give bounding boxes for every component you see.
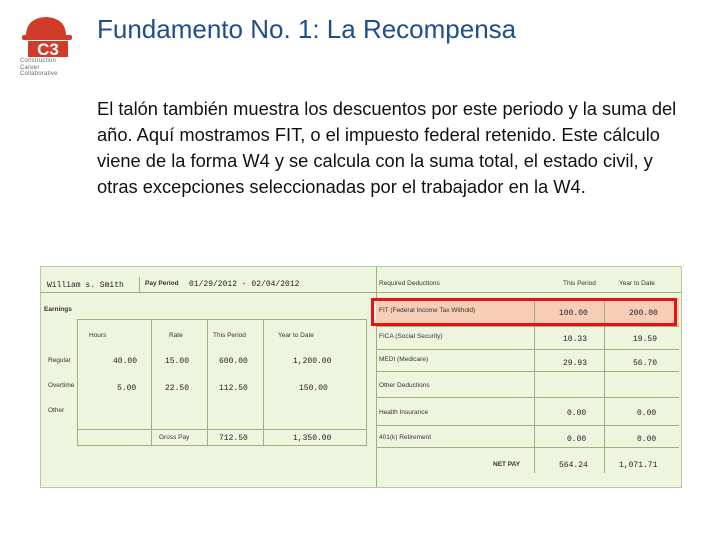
net-pay-label: NET PAY xyxy=(493,461,521,468)
row-hours: 40.00 xyxy=(113,357,138,366)
fit-callout-box xyxy=(371,298,677,326)
row-label: Regular xyxy=(48,357,71,364)
row-ytd: 1,200.00 xyxy=(293,357,332,366)
deduction-this: 100.00 xyxy=(559,309,588,318)
deduction-ytd: 56.70 xyxy=(633,359,658,368)
logo-line: Collaborative xyxy=(20,71,58,78)
row-rate: 15.00 xyxy=(165,357,190,366)
deduction-label: MEDI (Medicare) xyxy=(379,356,429,363)
deduction-label: FIT (Federal Income Tax Withold) xyxy=(379,307,476,314)
row-rate: 22.50 xyxy=(165,384,190,393)
logo-wordmark xyxy=(20,58,80,78)
row-label: Overtime xyxy=(48,382,75,389)
deduction-this: 0.00 xyxy=(567,409,587,418)
deduction-ytd: 200.00 xyxy=(629,309,658,318)
row-this-period: 600.00 xyxy=(219,357,248,366)
gross-pay-label: Gross Pay xyxy=(159,434,190,441)
hardhat-logo-icon xyxy=(20,12,76,58)
logo-line: Construction xyxy=(20,58,57,64)
deduction-ytd: 0.00 xyxy=(637,409,657,418)
col-ytd: Year to Date xyxy=(278,332,314,339)
row-this-period: 112.50 xyxy=(219,384,248,393)
row-ytd: 150.00 xyxy=(299,384,328,393)
col-this-period: This Period xyxy=(213,332,246,339)
col-hours: Hours xyxy=(89,332,107,339)
slide-paragraph: El talón también muestra los descuentos por este periodo y la suma del año. Aquí mostramos FIT, o el impuesto federal retenido. Este cálculo viene de la forma W4 y se calcula con la suma total, el estado civil, y otras excepciones seleccionadas por el trabajador en la W4. xyxy=(97,98,677,197)
deductions-header: Required Deductions xyxy=(379,280,440,287)
deduction-label: 401(k) Retirement xyxy=(379,434,432,441)
deduction-ytd: 0.00 xyxy=(637,435,657,444)
row-hours: 5.00 xyxy=(117,384,137,393)
slide-title: Fundamento No. 1: La Recompensa xyxy=(97,14,517,44)
deduction-this: 0.00 xyxy=(567,435,587,444)
deduction-label: FICA (Social Security) xyxy=(379,333,443,340)
logo-mark: C3 xyxy=(37,40,59,58)
row-label: Other xyxy=(48,407,65,414)
col-rate: Rate xyxy=(169,332,183,339)
pay-period-label: Pay Period xyxy=(145,280,179,287)
ded-col-ytd: Year to Date xyxy=(619,280,655,287)
deduction-this: 29.93 xyxy=(563,359,588,368)
gross-pay-ytd: 1,350.00 xyxy=(293,434,332,443)
logo-line: Career xyxy=(20,64,40,71)
pay-period-value: 01/29/2012 - 02/04/2012 xyxy=(189,280,300,289)
gross-pay-this: 712.50 xyxy=(219,434,248,443)
net-pay-this: 564.24 xyxy=(559,461,588,470)
deduction-this: 10.33 xyxy=(563,335,588,344)
earnings-label: Earnings xyxy=(44,306,72,313)
net-pay-ytd: 1,071.71 xyxy=(619,461,658,470)
deduction-ytd: 19.59 xyxy=(633,335,658,344)
employee-name: William s. Smith xyxy=(47,281,124,290)
other-deductions-header: Other Deductions xyxy=(379,382,430,389)
ded-col-this: This Period xyxy=(563,280,596,287)
deduction-label: Health Insurance xyxy=(379,409,429,416)
